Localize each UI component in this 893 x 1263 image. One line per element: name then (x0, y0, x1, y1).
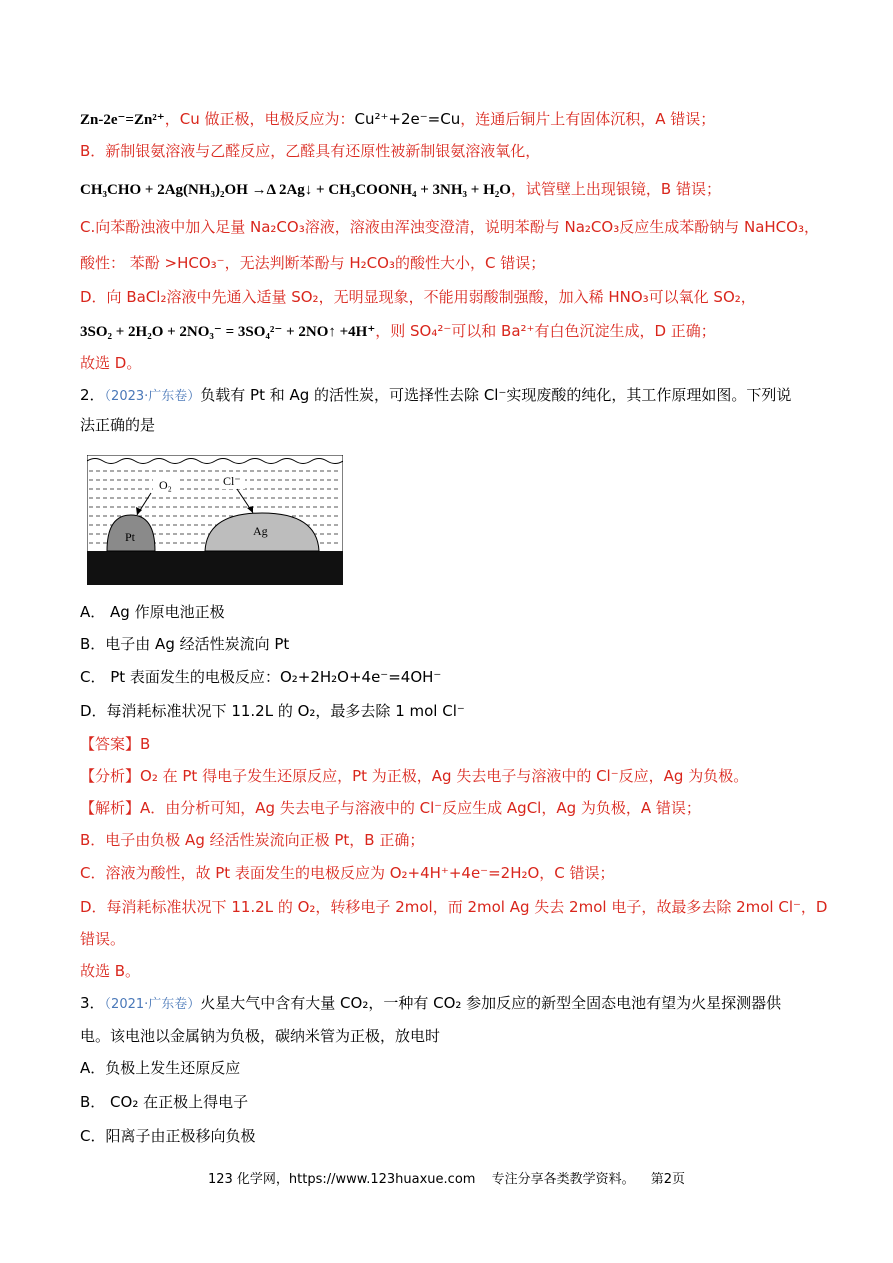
q2-stem-line2: 法正确的是 (80, 416, 156, 434)
q1-line-c1: C.向苯酚浊液中加入足量 Na₂CO₃溶液，溶液由浑浊变澄清，说明苯酚与 Na₂CO₃反应生成苯酚钠与 NaHCO₃， (80, 218, 819, 236)
cl-label: Cl⁻ (223, 474, 241, 488)
q1-line-b-equation: CH₃CHO + 2Ag(NH₃)₂OH →Δ 2Ag↓ + CH₃COONH₄ + 3NH₃ + H₂O，试管壁上出现银镜，B 错误； (80, 180, 721, 198)
o2-label: O₂ (159, 478, 172, 492)
carbon-base (87, 551, 343, 585)
q2-source: （2023·广东卷） (104, 389, 201, 404)
q2-explain-d1: D．每消耗标准状况下 11.2L 的 O₂，转移电子 2mol，而 2mol Ag 失去 2mol 电子，故最多去除 2mol Cl⁻，D (80, 898, 828, 916)
q2-stem-line1: 2．（2023·广东卷）负载有 Pt 和 Ag 的活性炭，可选择性去除 Cl⁻实现废酸的纯化，其工作原理如图。下列说 (80, 386, 792, 404)
q1-formula-zn: Zn-2e⁻=Zn²⁺ (80, 112, 165, 128)
footer-slogan: 专注分享各类教学资料。 (491, 1172, 635, 1187)
q2-explain-a: 【解析】A．由分析可知，Ag 失去电子与溶液中的 Cl⁻反应生成 AgCl，Ag 为负极，A 错误； (80, 799, 701, 817)
q1-line-d-equation: 3SO₂ + 2H₂O + 2NO₃⁻ = 3SO₄²⁻ + 2NO↑ +4H⁺，则 SO₄²⁻可以和 Ba²⁺有白色沉淀生成，D 正确； (80, 322, 716, 340)
q2-analysis: 【分析】O₂ 在 Pt 得电子发生还原反应，Pt 为正极，Ag 失去电子与溶液中的 Cl⁻反应，Ag 为负极。 (80, 767, 749, 785)
q3-stem-line1: 3．（2021·广东卷）火星大气中含有大量 CO₂，一种有 CO₂ 参加反应的新型全固态电池有望为火星探测器供 (80, 994, 782, 1012)
ag-label: Ag (253, 524, 268, 538)
q1-line-b: B．新制银氨溶液与乙醛反应，乙醛具有还原性被新制银氨溶液氧化， (80, 142, 541, 160)
q2-option-d[interactable]: D．每消耗标准状况下 11.2L 的 O₂，最多去除 1 mol Cl⁻ (80, 702, 465, 720)
q2-explain-d2: 错误。 (80, 930, 126, 948)
q2-explain-b: B．电子由负极 Ag 经活性炭流向正极 Pt，B 正确； (80, 831, 425, 849)
q1-choice: 故选 D。 (80, 354, 142, 372)
pt-label: Pt (125, 530, 136, 544)
q1-line-d1: D．向 BaCl₂溶液中先通入适量 SO₂，无明显现象，不能用弱酸制强酸，加入稀 HNO₃可以氧化 SO₂， (80, 288, 756, 306)
q2-choice: 故选 B。 (80, 962, 141, 980)
q3-source: （2021·广东卷） (104, 997, 201, 1012)
q1-line-c2: 酸性： 苯酚 >HCO₃⁻，无法判断苯酚与 H₂CO₃的酸性大小，C 错误； (80, 254, 546, 272)
q2-explain-c: C．溶液为酸性，故 Pt 表面发生的电极反应为 O₂+4H⁺+4e⁻=2H₂O，C 错误； (80, 864, 615, 882)
page-footer (0, 1168, 893, 1187)
q2-option-b[interactable]: B．电子由 Ag 经活性炭流向 Pt (80, 635, 290, 653)
footer-site[interactable]: 123 化学网，https://www.123huaxue.com (207, 1172, 476, 1187)
q2-answer: 【答案】B (80, 735, 151, 753)
footer-page: 第2页 (650, 1172, 686, 1187)
q2-option-c[interactable]: C． Pt 表面发生的电极反应：O₂+2H₂O+4e⁻=4OH⁻ (80, 668, 442, 686)
q3-option-b[interactable]: B． CO₂ 在正极上得电子 (80, 1093, 249, 1111)
q2-figure (87, 455, 343, 585)
q3-stem-line2: 电。该电池以金属钠为负极，碳纳米管为正极，放电时 (80, 1027, 441, 1045)
q3-option-a[interactable]: A．负极上发生还原反应 (80, 1059, 241, 1077)
q1-line-a: Zn-2e⁻=Zn²⁺，Cu 做正极，电极反应为：Cu²⁺+2e⁻=Cu，连通后铜片上有固体沉积，A 错误； (80, 110, 716, 128)
q2-option-a[interactable]: A． Ag 作原电池正极 (80, 603, 225, 621)
q3-option-c[interactable]: C．阳离子由正极移向负极 (80, 1127, 256, 1145)
